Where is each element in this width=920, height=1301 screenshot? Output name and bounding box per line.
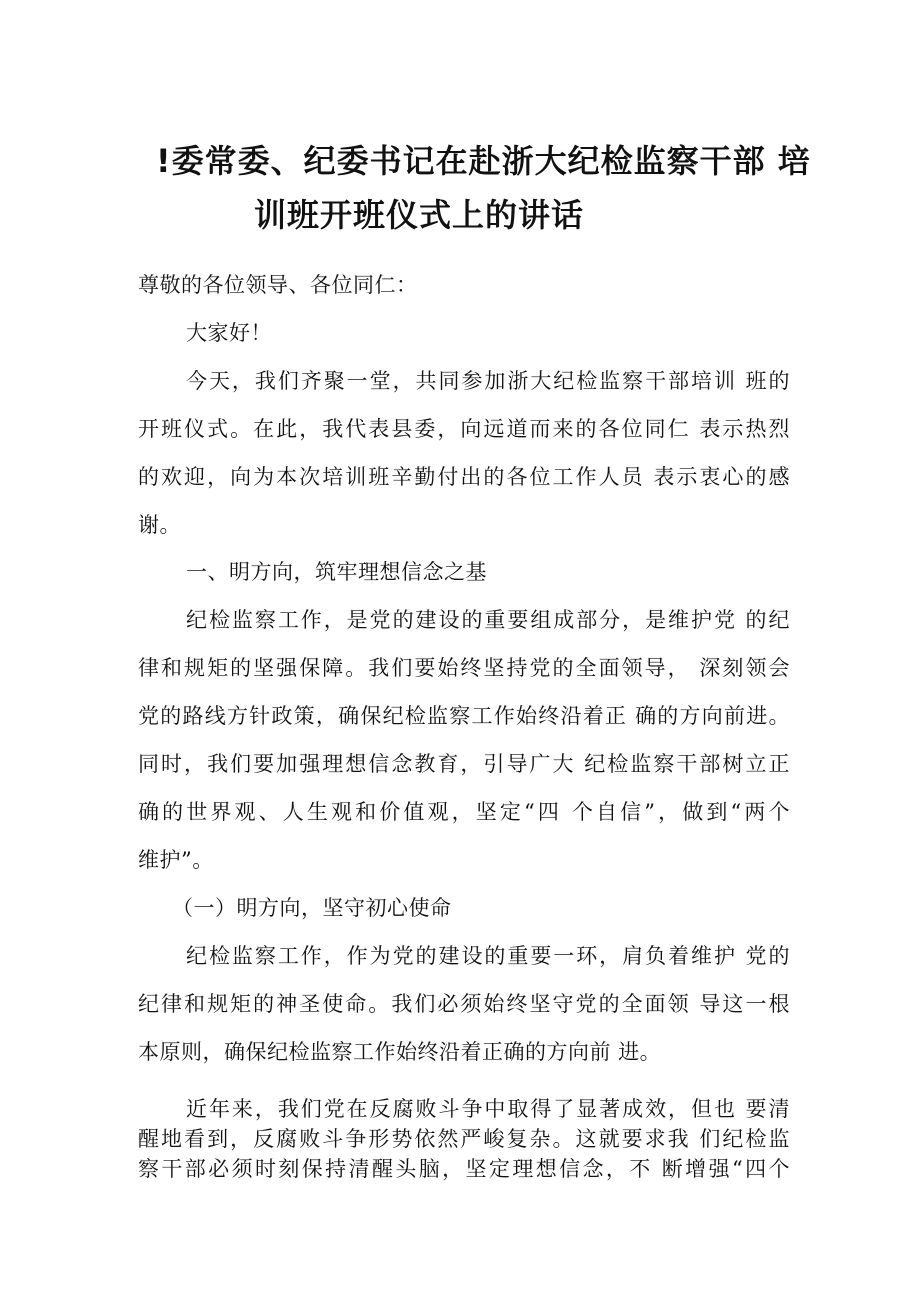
section-paragraph-line: 律和规矩的坚强保障。我们要始终坚持党的全面领导， 深刻领会 [138, 656, 790, 680]
intro-line: 今天，我们齐聚一堂，共同参加浙大纪检监察干部培训 班的 [186, 369, 790, 393]
subsection-paragraph-line: 察干部必须时刻保持清醒头脑，坚定理想信念，不 断增强“四个 [138, 1157, 790, 1181]
section-paragraph-line: 确的世界观、人生观和价值观，坚定“四 个自信”，做到“两个 [138, 800, 790, 824]
document-title-line-1: !委常委、纪委书记在赴浙大纪检监察干部 培 [156, 142, 811, 180]
subsection-paragraph-line: 纪律和规矩的神圣使命。我们必须始终坚守党的全面领 导这一根 [138, 992, 790, 1016]
section-heading: 一、明方向，筑牢理想信念之基 [186, 560, 487, 584]
document-title-line-2: 训班开班仪式上的讲话 [254, 196, 585, 234]
section-paragraph-line: 党的路线方针政策，确保纪检监察工作始终沿着正 确的方向前进。 [138, 704, 790, 728]
subsection-paragraph-line: 本原则，确保纪检监察工作始终沿着正确的方向前 进。 [138, 1040, 662, 1064]
subsection-paragraph-line: 纪检监察工作，作为党的建设的重要一环，肩负着维护 党的 [186, 944, 790, 968]
greeting: 大家好！ [186, 321, 272, 345]
subsection-paragraph-line: 醒地看到，反腐败斗争形势依然严峻复杂。这就要求我 们纪检监 [138, 1127, 790, 1151]
intro-line: 的欢迎，向为本次培训班辛勤付出的各位工作人员 表示衷心的感 [138, 465, 790, 489]
section-paragraph-line: 维护”。 [138, 848, 214, 872]
section-paragraph-line: 同时，我们要加强理想信念教育，引导广大 纪检监察干部树立正 [138, 752, 790, 776]
salutation: 尊敬的各位领导、各位同仁： [138, 273, 418, 297]
intro-line: 开班仪式。在此，我代表县委，向远道而来的各位同仁 表示热烈 [138, 417, 790, 441]
section-paragraph-line: 纪检监察工作，是党的建设的重要组成部分，是维护党 的纪 [186, 608, 790, 632]
intro-line: 谢。 [138, 513, 181, 537]
subsection-paragraph-line: 近年来，我们党在反腐败斗争中取得了显著成效，但也 要清 [186, 1097, 790, 1121]
subsection-heading: （一）明方向，坚守初心使命 [172, 896, 452, 920]
